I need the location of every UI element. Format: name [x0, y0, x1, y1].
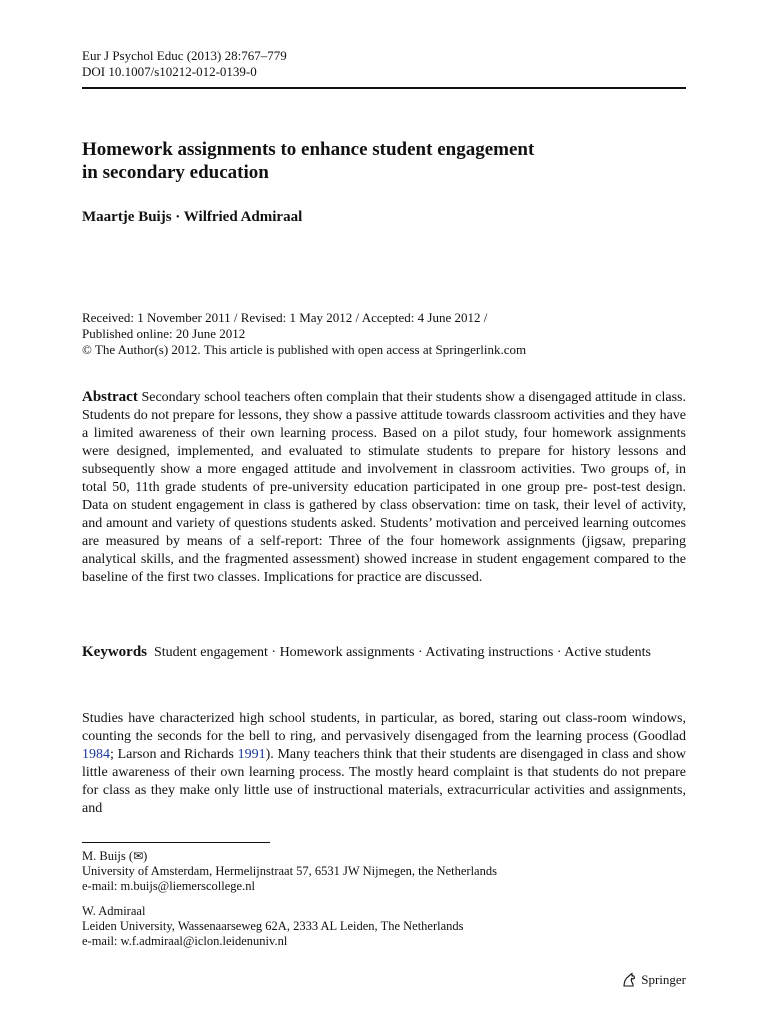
body-text-part-3: ). Many teachers think that their students are disengaged in class and show little awareness of their own learning process. The mostly heard complaint is that students do not prepare for class as they make only little use of instructional materials, extracurricular activities and assignments, and — [82, 747, 686, 816]
institution-buijs: University of Amsterdam, Hermelijnstraat 57, 6531 JW Nijmegen, the Netherlands — [82, 864, 497, 878]
citation-link-1991[interactable]: 1991 — [237, 747, 266, 762]
copyright-text: The Author(s) 2012. This article is published with open access at Springerlink.com — [94, 342, 527, 357]
keywords — [82, 644, 686, 661]
institution-admiraal: Leiden University, Wassenaarseweg 62A, 2333 AL Leiden, The Netherlands — [82, 919, 464, 933]
abstract-label: Abstract — [82, 389, 138, 405]
abstract — [82, 388, 686, 587]
author-name-admiraal: W. Admiraal — [82, 904, 146, 918]
abstract-text: Secondary school teachers often complain that their students show a disengaged attitude in class. Students do not prepare for lessons, they show a passive attitude towards classroom activities and they have a limited awareness of their own learning process. Based on a pilot study, four homework assignments were designed, implemented, and evaluated to stimulate students to prepare for history lessons and subsequently show a more engaged attitude and involvement in classroom activities. Two groups of, in total 50, 11th grade students of pre-university education participated in one group pre- post-test design. Data on student engagement in class is gathered by class observation: time on task, their level of activity, and amount and variety of questions students asked. Students’ motivation and perceived learning outcomes are measured by means of a self-report: Three of the four homework assignments (jigsaw, preparing analytical skills, and the fragmented assessment) showed increase in student engagement compared to the baseline of the first two classes. Implications for practice are discussed. — [82, 390, 686, 585]
header-rule — [82, 87, 686, 89]
email-admiraal[interactable]: e-mail: w.f.admiraal@iclon.leidenuniv.nl — [82, 934, 288, 948]
footnote-rule — [82, 842, 270, 843]
email-buijs[interactable]: e-mail: m.buijs@liemerscollege.nl — [82, 879, 255, 893]
springer-horse-icon — [621, 972, 637, 988]
copyright-icon: © — [82, 342, 92, 357]
author-name-buijs: M. Buijs (✉) — [82, 849, 148, 863]
journal-citation: Eur J Psychol Educ (2013) 28:767–779 — [82, 48, 287, 63]
history-dates: Received: 1 November 2011 / Revised: 1 May 2012 / Accepted: 4 June 2012 / — [82, 310, 488, 325]
springer-label: Springer — [641, 972, 686, 987]
authors: Maartje Buijs · Wilfried Admiraal — [82, 209, 303, 225]
body-text-part-2: ; Larson and Richards — [110, 747, 238, 762]
article-history — [82, 310, 526, 358]
article-title — [82, 138, 686, 184]
envelope-icon[interactable]: ✉ — [133, 849, 144, 863]
body-paragraph — [82, 710, 686, 818]
body-text-part-1: Studies have characterized high school students, in particular, as bored, staring out class-room windows, counting the seconds for the bell to ring, and pervasively disengaged from the learning process (Goodlad — [82, 711, 686, 744]
springer-logo — [621, 972, 686, 988]
journal-header — [82, 48, 287, 80]
title-line-1: Homework assignments to enhance student engagement — [82, 139, 535, 160]
keywords-text: Student engagement · Homework assignments · Activating instructions · Active students — [154, 645, 651, 660]
article-page — [82, 0, 686, 1024]
affiliation-admiraal — [82, 904, 464, 949]
title-line-2: in secondary education — [82, 162, 269, 183]
keywords-label: Keywords — [82, 644, 147, 660]
doi[interactable]: DOI 10.1007/s10212-012-0139-0 — [82, 64, 257, 79]
citation-link-1984[interactable]: 1984 — [82, 747, 110, 762]
published-date: Published online: 20 June 2012 — [82, 326, 246, 341]
affiliation-buijs — [82, 849, 497, 894]
copyright-line — [82, 342, 526, 358]
